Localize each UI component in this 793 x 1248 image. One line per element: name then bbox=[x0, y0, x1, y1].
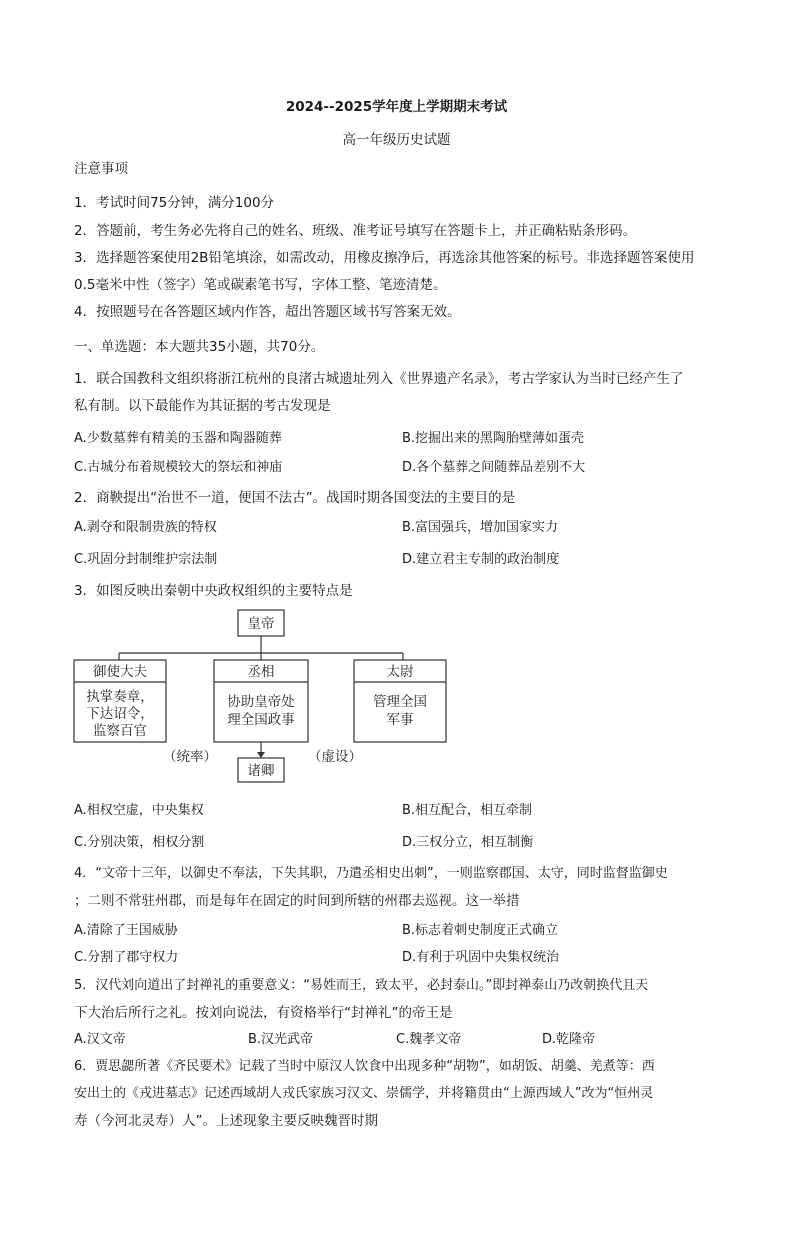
question-6-line-2: 安出土的《戎进墓志》记述西域胡人戎氏家族习汉文、崇儒学，并将籍贯由“上源西域人”改为“恒州灵 bbox=[74, 1086, 654, 1101]
question-3-line-1: 3．如图反映出秦朝中央政权组织的主要特点是 bbox=[74, 583, 353, 599]
q3-option-b: B.相互配合，相互牵制 bbox=[402, 803, 533, 818]
censor-desc-line: 下达诏令， bbox=[86, 706, 154, 722]
note-item: 1．考试时间75分钟，满分100分 bbox=[74, 195, 275, 211]
exam-title: 2024--2025学年度上学期期末考试 bbox=[285, 99, 508, 115]
q1-option-c: C.古城分布着规模较大的祭坛和神庙 bbox=[74, 460, 283, 475]
q4-option-b: B.标志着刺史制度正式确立 bbox=[402, 923, 559, 938]
qin-government-diagram bbox=[72, 606, 452, 786]
question-6-line-1: 6．贾思勰所著《齐民要术》记载了当时中原汉人饮食中出现多种“胡物”，如胡饭、胡羹、羌煮等：西 bbox=[74, 1059, 655, 1074]
commandant-desc-line: 军事 bbox=[386, 712, 414, 728]
emperor-label: 皇帝 bbox=[247, 616, 275, 632]
question-4-line-2: ；二则不常驻州郡，而是每年在固定的时间到所辖的州郡去巡视。这一举措 bbox=[74, 893, 520, 909]
q1-option-b: B.挖掘出来的黑陶胎壁薄如蛋壳 bbox=[402, 431, 585, 446]
q4-option-c: C.分割了郡守权力 bbox=[74, 950, 179, 965]
q5-option-a: A.汉文帝 bbox=[74, 1032, 126, 1047]
left-note: （统率） bbox=[163, 749, 217, 765]
q4-option-d: D.有利于巩固中央集权统治 bbox=[402, 950, 560, 965]
note-item: 4．按照题号在各答题区域内作答，超出答题区域书写答案无效。 bbox=[74, 304, 461, 320]
question-5-line-2: 下大治后所行之礼。按刘向说法，有资格举行“封禅礼”的帝王是 bbox=[74, 1005, 453, 1021]
exam-subtitle: 高一年级历史试题 bbox=[342, 132, 451, 148]
question-5-line-1: 5．汉代刘向道出了封禅礼的重要意义：“易姓而王，致太平，必封泰山。”即封禅泰山乃改朝换代且天 bbox=[74, 978, 649, 993]
note-item: 3．选择题答案使用2B铅笔填涂，如需改动，用橡皮擦净后，再选涂其他答案的标号。非选择题答案使用 bbox=[74, 250, 695, 266]
question-1-line-1: 1．联合国教科文组织将浙江杭州的良渚古城遗址列入《世界遗产名录》，考古学家认为当时已经产生了 bbox=[74, 371, 684, 387]
q3-option-a: A.相权空虚，中央集权 bbox=[74, 803, 204, 818]
note-item: 0.5毫米中性（签字）笔或碳素笔书写，字体工整、笔迹清楚。 bbox=[74, 277, 447, 293]
q1-option-a: A.少数墓葬有精美的玉器和陶器随葬 bbox=[74, 431, 282, 446]
note-item: 2．答题前，考生务必先将自己的姓名、班级、准考证号填写在答题卡上，并正确粘贴条形码。 bbox=[74, 223, 637, 239]
q2-option-b: B.富国强兵，增加国家实力 bbox=[402, 520, 559, 535]
q5-option-b: B.汉光武帝 bbox=[248, 1032, 314, 1047]
q2-option-c: C.巩固分封制维护宗法制 bbox=[74, 552, 218, 567]
q3-option-d: D.三权分立，相互制衡 bbox=[402, 835, 534, 850]
question-4-line-1: 4．“文帝十三年，以御史不奉法，下失其职，乃遣丞相史出刺”，一则监察郡国、太守，同时监督监御史 bbox=[74, 866, 668, 881]
chancellor-desc-line: 协助皇帝处 bbox=[227, 694, 295, 710]
ministers-label: 诸卿 bbox=[247, 763, 275, 779]
commandant-desc-line: 管理全国 bbox=[373, 694, 427, 710]
commandant-title: 太尉 bbox=[386, 664, 414, 680]
question-2-line-1: 2．商鞅提出“治世不一道，便国不法古”。战国时期各国变法的主要目的是 bbox=[74, 490, 516, 506]
chancellor-desc-line: 理全国政事 bbox=[227, 712, 295, 728]
q1-option-d: D.各个墓葬之间随葬品差别不大 bbox=[402, 460, 586, 475]
censor-desc-line: 执掌奏章， bbox=[86, 689, 154, 705]
q3-option-c: C.分别决策，相权分割 bbox=[74, 835, 205, 850]
q2-option-a: A.剥夺和限制贵族的特权 bbox=[74, 520, 217, 535]
q5-option-c: C.魏孝文帝 bbox=[396, 1032, 462, 1047]
chancellor-title: 丞相 bbox=[247, 664, 275, 680]
arrow-down-icon bbox=[257, 752, 265, 758]
censor-desc-line: 监察百官 bbox=[93, 723, 147, 739]
notes-heading: 注意事项 bbox=[74, 161, 128, 177]
censor-title: 御使大夫 bbox=[93, 664, 147, 680]
right-note: （虚设） bbox=[308, 749, 362, 765]
q4-option-a: A.清除了王国威胁 bbox=[74, 923, 178, 938]
q5-option-d: D.乾隆帝 bbox=[542, 1032, 596, 1047]
question-6-line-3: 寿（今河北灵寿）人”。上述现象主要反映魏晋时期 bbox=[74, 1113, 378, 1129]
section-heading: 一、单选题：本大题共35小题，共70分。 bbox=[74, 339, 325, 355]
question-1-line-2: 私有制。以下最能作为其证据的考古发现是 bbox=[74, 398, 331, 414]
q2-option-d: D.建立君主专制的政治制度 bbox=[402, 552, 560, 567]
